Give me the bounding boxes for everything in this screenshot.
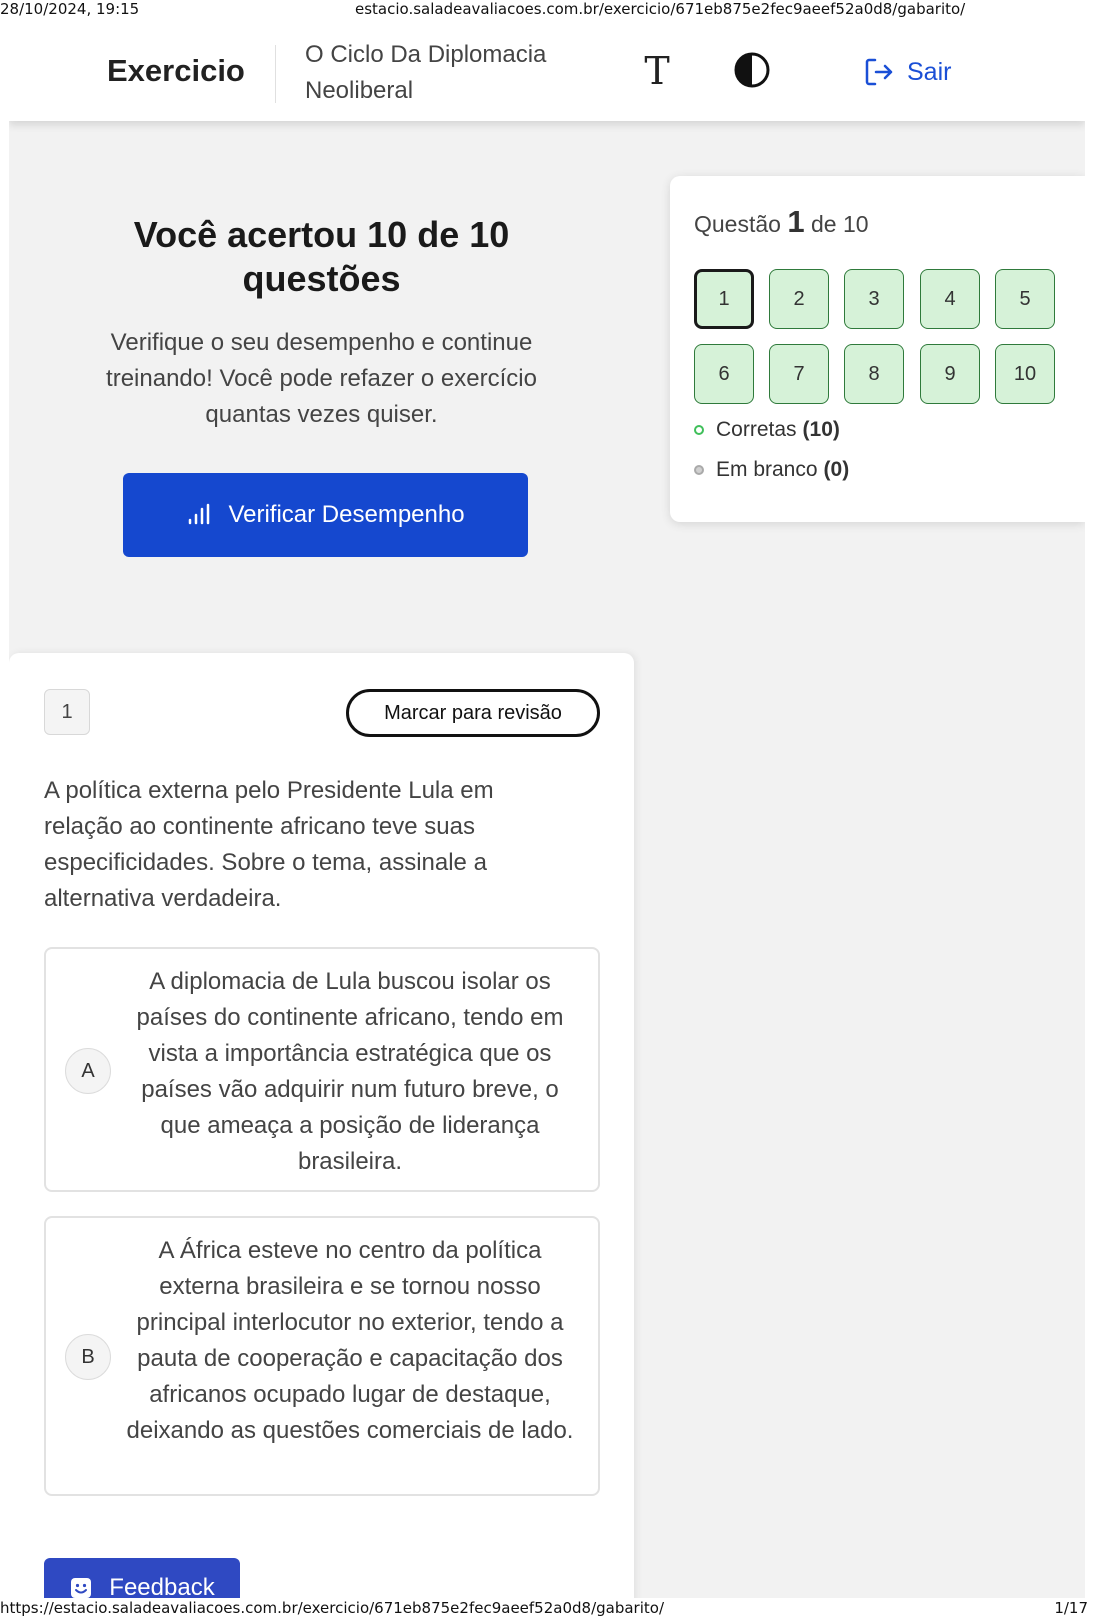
app-window xyxy=(9,25,1085,1598)
question-button-8[interactable]: 8 xyxy=(844,344,904,404)
legend-correct-count: (10) xyxy=(802,418,840,441)
option-a[interactable] xyxy=(44,947,600,1192)
question-button-7[interactable]: 7 xyxy=(769,344,829,404)
print-date: 28/10/2024, 19:15 xyxy=(0,0,140,18)
question-button-1[interactable]: 1 xyxy=(694,269,754,329)
question-button-6[interactable]: 6 xyxy=(694,344,754,404)
bar-chart-icon xyxy=(186,503,210,527)
header-divider xyxy=(275,45,276,103)
font-size-icon[interactable]: T xyxy=(644,49,670,93)
contrast-icon[interactable] xyxy=(733,51,771,89)
correct-dot-icon xyxy=(694,425,704,435)
option-b[interactable] xyxy=(44,1216,600,1496)
question-button-10[interactable]: 10 xyxy=(995,344,1055,404)
counter-current: 1 xyxy=(787,204,805,239)
question-counter xyxy=(694,204,869,240)
question-navigator xyxy=(670,176,1085,522)
legend-blank xyxy=(694,458,849,482)
question-button-2[interactable]: 2 xyxy=(769,269,829,329)
legend-blank-count: (0) xyxy=(823,458,850,481)
question-button-4[interactable]: 4 xyxy=(920,269,980,329)
brand-title: Exercicio xyxy=(107,53,245,88)
option-text: A diplomacia de Lula buscou isolar os países do continente africano, tendo em vista a importância estratégica que os países vão adquirir num futuro breve, o que ameaça a posição de liderança brasileira. xyxy=(136,968,564,1175)
top-bar xyxy=(9,25,1085,121)
question-card xyxy=(9,653,634,1598)
print-footer-url: https://estacio.saladeavaliacoes.com.br/exercicio/671eb875e2fec9aeef52a0d8/gabarito/ xyxy=(0,1599,664,1617)
question-button-3[interactable]: 3 xyxy=(844,269,904,329)
question-text: A política externa pelo Presidente Lula em relação ao continente africano teve suas especificidades. Sobre o tema, assinale a alternativa verdadeira. xyxy=(44,777,494,912)
legend-correct xyxy=(694,418,840,442)
legend-correct-label: Corretas xyxy=(716,418,797,441)
question-number-badge: 1 xyxy=(44,689,90,735)
logout-label: Sair xyxy=(907,57,952,86)
course-title: O Ciclo Da Diplomacia Neoliberal xyxy=(305,41,547,104)
feedback-label: Feedback xyxy=(109,1574,215,1598)
legend-blank-label: Em branco xyxy=(716,458,818,481)
result-subtitle: Verifique o seu desempenho e continue treinando! Você pode refazer o exercício quantas vezes quiser. xyxy=(106,329,537,428)
verify-performance-label: Verificar Desempenho xyxy=(228,501,465,528)
blank-dot-icon xyxy=(694,465,704,475)
option-letter: A xyxy=(65,1048,111,1094)
option-text: A África esteve no centro da política externa brasileira e se tornou nosso principal interlocutor no exterior, tendo a pauta de cooperação e capacitação dos africanos ocupado lugar de destaque, deixando as questões comerciais de lado. xyxy=(126,1237,574,1444)
result-title: Você acertou 10 de 10 questões xyxy=(133,214,510,299)
question-button-9[interactable]: 9 xyxy=(920,344,980,404)
verify-performance-button[interactable] xyxy=(123,473,528,557)
feedback-button[interactable] xyxy=(44,1558,240,1598)
mark-for-review-button[interactable]: Marcar para revisão xyxy=(346,689,600,737)
logout-button[interactable] xyxy=(863,54,951,90)
print-header xyxy=(0,0,1094,24)
question-button-5[interactable]: 5 xyxy=(995,269,1055,329)
smile-icon xyxy=(69,1576,93,1598)
print-footer xyxy=(0,1599,1094,1623)
option-letter: B xyxy=(65,1334,111,1380)
print-url: estacio.saladeavaliacoes.com.br/exercicio/671eb875e2fec9aeef52a0d8/gabarito/ xyxy=(355,0,966,18)
logout-icon xyxy=(863,56,895,88)
print-page-number: 1/17 xyxy=(1054,1599,1088,1617)
counter-suffix: de 10 xyxy=(810,211,869,237)
counter-prefix: Questão xyxy=(694,211,781,237)
